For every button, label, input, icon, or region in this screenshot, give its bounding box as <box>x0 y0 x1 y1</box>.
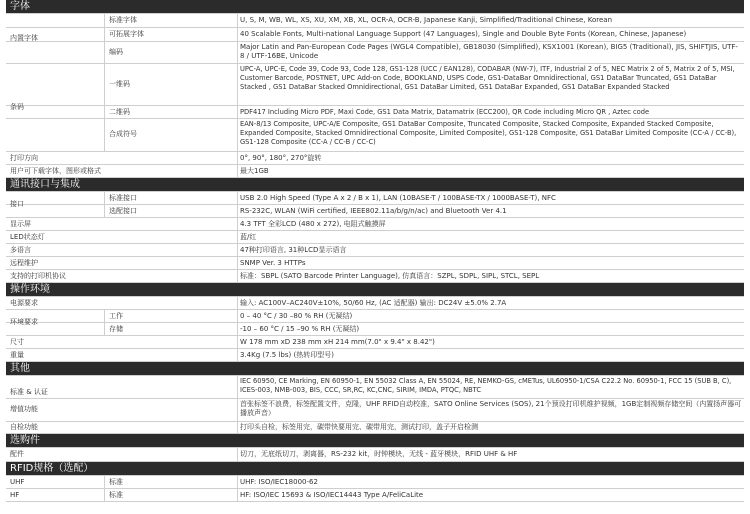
accessory-label: 配件 <box>10 450 24 458</box>
divider <box>6 13 744 14</box>
divider <box>6 348 744 349</box>
divider <box>6 243 744 244</box>
divider <box>6 191 744 192</box>
hf-standard-label: 标准 <box>109 491 123 499</box>
selfcheck-label: 自检功能 <box>10 423 38 431</box>
display-label: 显示屏 <box>10 220 31 228</box>
uhf-standard-label: 标准 <box>109 478 123 486</box>
barcode-1d-label: 一维码 <box>109 80 130 88</box>
font-encoding-value: Major Latin and Pan-European Code Pages (WGL4 Compatible), GB18030 (Simplified), KSX1001 (Korean), BIG5 (Traditional), JIS, SHIFTJIS, UTF- 8 / UTF-16BE, Unicode <box>240 43 738 61</box>
interface-standard-value: USB 2.0 High Speed (Type A x 2 / B x 1), LAN (10BASE-T / 100BASE-TX / 1000BASE-T), NFC <box>240 194 556 202</box>
divider <box>6 105 744 106</box>
column-divider <box>104 191 105 217</box>
divider <box>6 118 744 119</box>
column-divider <box>237 375 238 433</box>
barcode-1d-value: UPC-A, UPC-E, Code 39, Code 93, Code 128, GS1-128 (UCC / EAN128), CODABAR (NW-7), ITF, Industrial 2 of 5, NEC Matrix 2 of 5, Matrix 2 of 5, MSI, Customer Barcode, POSTNET, UPC Add-on Code, BOOKLAND, USPS Code, GS1-DataBar Omnidirectional, GS1 DataBar Truncated, GS1 DataBar Stacked , GS1 DataBar Stacked Omnidirectional, GS1 DataBar Limited, GS1 DataBar Expanded, GS1 DataBar Expanded Stacked <box>240 65 735 92</box>
size-label: 尺寸 <box>10 338 24 346</box>
interface-optional-value: RS-232C, WLAN (WiFi certified, IEEE802.11a/b/g/n/ac) and Bluetooth Ver 4.1 <box>240 207 507 215</box>
divider <box>6 375 744 376</box>
barcode-group-label: 条码 <box>10 103 24 111</box>
divider <box>6 447 744 448</box>
section-font-header: 字体 <box>6 0 744 13</box>
protocol-value: 标准：SBPL (SATO Barcode Printer Language), 仿真语言：SZPL, SDPL, SIPL, STCL, SEPL <box>240 272 540 280</box>
led-value: 蓝/红 <box>240 233 257 241</box>
divider <box>6 296 744 297</box>
column-divider <box>104 13 105 151</box>
env-storage-label: 存储 <box>109 325 123 333</box>
print-direction-label: 打印方向 <box>10 154 38 162</box>
hf-value: HF: ISO/IEC 15693 & ISO/IEC14443 Type A/FeliCaLite <box>240 491 424 499</box>
remote-value: SNMP Ver. 3 HTTPs <box>240 259 306 267</box>
env-operating-label: 工作 <box>109 312 123 320</box>
hf-label: HF <box>10 491 20 499</box>
font-group-label: 内置字体 <box>10 34 38 42</box>
power-value: 输入: AC100V–AC240V±10%, 50/60 Hz, (AC 适配器) 输出: DC24V ±5.0% 2.7A <box>240 299 507 307</box>
display-value: 4.3 TFT 全彩LCD (480 x 272), 电阻式触摸屏 <box>240 220 386 228</box>
interface-standard-label: 标准接口 <box>109 194 137 202</box>
divider <box>6 164 744 165</box>
download-value: 最大1GB <box>240 167 269 175</box>
section-env-header: 操作环境 <box>6 283 744 296</box>
column-divider <box>237 191 238 282</box>
uhf-value: UHF: ISO/IEC18000-62 <box>240 478 318 486</box>
divider <box>6 151 744 152</box>
divider <box>6 488 744 489</box>
divider <box>6 217 744 218</box>
divider <box>6 230 744 231</box>
divider <box>6 27 744 28</box>
cert-value: IEC 60950, CE Marking, EN 60950-1, EN 55032 Class A, EN 55024, RE, NEMKO-GS, cMETus, UL60950-1/CSA C22.2 No. 60950-1, FCC 15 (SUB B, C), ICES-003, NMB-003, BIS, CCC, SR,RC, KC,CNC, SIRIM, IMDA, PTQC, NBTC <box>240 377 732 395</box>
font-encoding-label: 编码 <box>109 48 123 56</box>
section-rfid-header: RFID规格（选配） <box>6 462 744 475</box>
divider <box>6 309 744 310</box>
section-other-header: 其他 <box>6 362 744 375</box>
column-divider <box>104 475 105 501</box>
barcode-2d-value: PDF417 Including Micro PDF, Maxi Code, GS1 Data Matrix, Datamatrix (ECC200), QR Code including Micro QR , Aztec code <box>240 108 650 116</box>
divider <box>6 269 744 270</box>
print-direction-value: 0°, 90°, 180°, 270°旋转 <box>240 154 322 162</box>
divider <box>6 501 744 502</box>
column-divider <box>237 296 238 361</box>
barcode-composite-value: EAN-8/13 Composite, UPC-A/E Composite, GS1 DataBar Composite, Truncated Composite, Stacked Composite, Expanded Stacked Composite, Expanded Composite, Stacked Omnidirectional Composite, Limited Composite), GS1-128 Composite, GS1 DataBar Limited Composite (CC-A / CC-B), GS1-128 Composite (CC-A / CC-B / CC-C) <box>240 120 737 147</box>
font-scalable-label: 可拓展字体 <box>109 30 144 38</box>
divider <box>6 421 744 422</box>
column-divider <box>237 447 238 461</box>
font-standard-label: 标准字体 <box>109 16 137 24</box>
env-group-label: 环境要求 <box>10 318 38 326</box>
uhf-label: UHF <box>10 478 25 486</box>
divider <box>6 335 744 336</box>
env-operating-value: 0 – 40 °C / 30 –80 % RH (无凝结) <box>240 312 353 320</box>
section-comm-header: 通讯接口与集成 <box>6 178 744 191</box>
divider <box>6 256 744 257</box>
cert-label: 标准 & 认证 <box>10 388 48 396</box>
language-value: 47种打印语言, 31种LCD显示语言 <box>240 246 347 254</box>
accessory-value: 切刀，无底纸切刀，剥离器，RS-232 kit，时钟模块，无线 - 蓝牙模块，RFID UHF & HF <box>240 450 518 458</box>
interface-group-label: 接口 <box>10 200 24 208</box>
divider <box>6 322 744 323</box>
language-label: 多语言 <box>10 246 31 254</box>
led-label: LED状态灯 <box>10 233 45 241</box>
barcode-composite-label: 合成符号 <box>109 130 137 138</box>
font-scalable-value: 40 Scalable Fonts, Multi-national Language Support (47 Languages), Single and Double Byte Fonts (Korean, Chinese, Japanese) <box>240 30 687 38</box>
interface-optional-label: 选配接口 <box>109 207 137 215</box>
column-divider <box>237 475 238 501</box>
remote-label: 远程维护 <box>10 259 38 267</box>
column-divider <box>237 13 238 177</box>
divider <box>6 398 744 399</box>
font-standard-value: U, S, M, WB, WL, XS, XU, XM, XB, XL, OCR-A, OCR-B, Japanese Kanji, Simplified/Traditional Chinese, Korean <box>240 16 613 24</box>
divider <box>6 63 744 64</box>
protocol-label: 支持的打印机协议 <box>10 272 66 280</box>
size-value: W 178 mm xD 238 mm xH 214 mm(7.0" x 9.4" x 8.42") <box>240 338 435 346</box>
weight-value: 3.4Kg (7.5 lbs) (热转印型号) <box>240 351 334 359</box>
value-add-value: 首张标签不浪费，标签配置文件，克隆，UHF RFID自动校准，SATO Online Services (SOS), 21个预设打印机维护视频，1GB定制视频存储空间（内置扬声器可播放声音） <box>240 400 742 418</box>
divider <box>6 41 744 42</box>
divider <box>6 204 744 205</box>
power-label: 电源要求 <box>10 299 38 307</box>
selfcheck-value: 打印头自检，标签用完，碳带快要用完、碳带用完，测试打印，盖子开启检测 <box>240 423 478 431</box>
value-add-label: 增值功能 <box>10 405 38 413</box>
barcode-2d-label: 二维码 <box>109 108 130 116</box>
column-divider <box>104 309 105 335</box>
env-storage-value: -10 – 60 °C / 15 –90 % RH (无凝结) <box>240 325 360 333</box>
weight-label: 重量 <box>10 351 24 359</box>
divider <box>6 475 744 476</box>
section-options-header: 选购件 <box>6 434 744 447</box>
download-label: 用户可下载字体，图形或格式 <box>10 167 101 175</box>
